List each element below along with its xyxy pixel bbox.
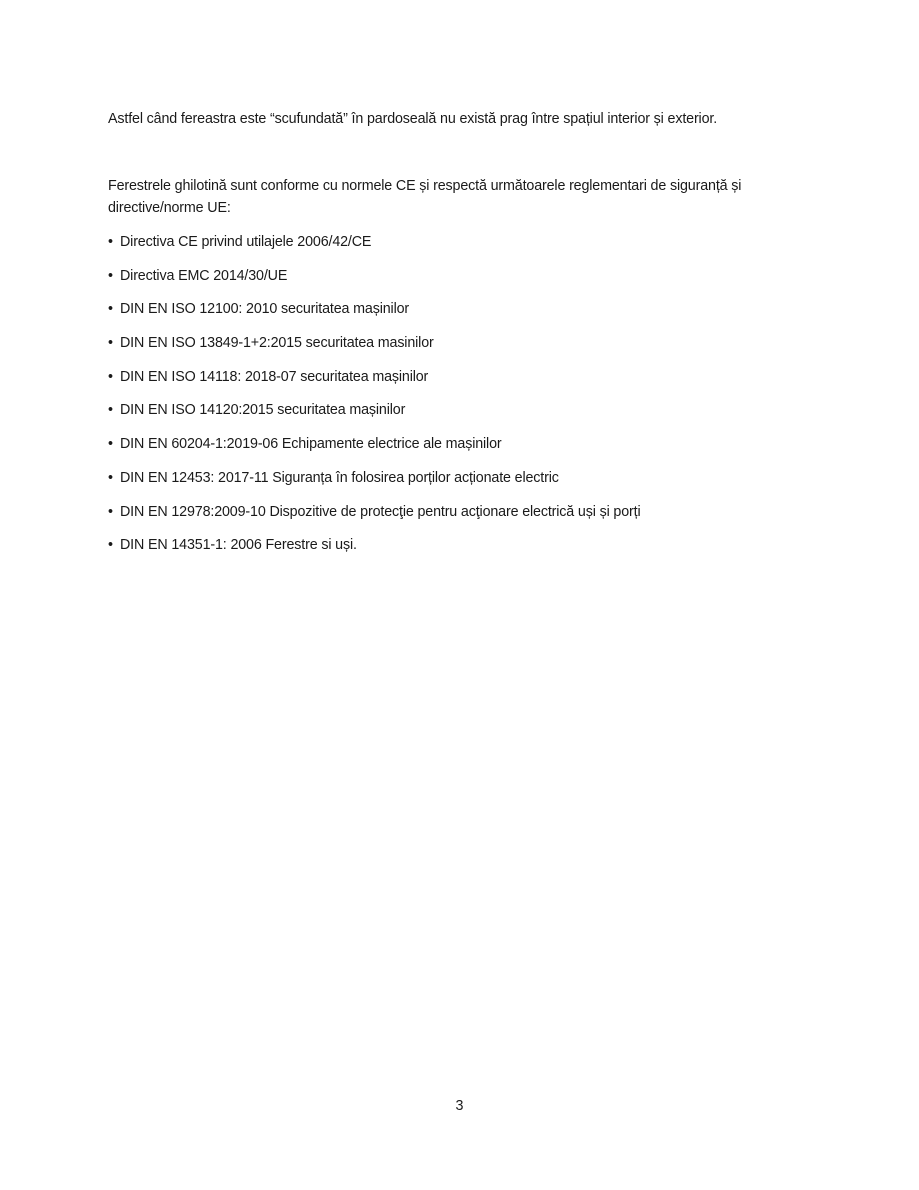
bullet-icon: • [108, 335, 113, 352]
bullet-icon: • [108, 267, 113, 284]
list-item-text: DIN EN 12453: 2017-11 Siguranța în folosirea porților acționate electric [120, 469, 559, 486]
list-item-text: DIN EN 14351-1: 2006 Ferestre si uși. [120, 537, 357, 554]
paragraph-compliance-intro: Ferestrele ghilotină sunt conforme cu normele CE și respectă următoarele reglementari de siguranță și directive/norme UE: [108, 178, 742, 216]
list-item-text: DIN EN ISO 13849-1+2:2015 securitatea masinilor [120, 335, 434, 352]
bullet-icon: • [108, 234, 113, 250]
list-item [108, 534, 641, 568]
bullet-icon: • [108, 368, 113, 385]
paragraph-threshold: Astfel când fereastra este “scufundată” în pardoseală nu există prag între spațiul interior și exterior. [108, 111, 718, 127]
bullet-icon: • [108, 537, 113, 554]
list-item-text: DIN EN ISO 12100: 2010 securitatea mașinilor [120, 301, 410, 318]
list-item-text: DIN EN ISO 14118: 2018-07 securitatea mașinilor [120, 368, 429, 385]
page-number: 3 [455, 1098, 464, 1114]
list-item [108, 265, 641, 299]
list-item [108, 298, 641, 332]
list-item [108, 433, 641, 467]
list-item-text: Directiva CE privind utilajele 2006/42/CE [120, 234, 372, 250]
list-item-text: DIN EN ISO 14120:2015 securitatea mașinilor [120, 402, 406, 419]
bullet-icon: • [108, 402, 113, 419]
bullet-icon: • [108, 469, 113, 486]
list-item [108, 332, 641, 366]
list-item [108, 231, 641, 265]
list-item [108, 501, 641, 535]
list-item-text: Directiva EMC 2014/30/UE [120, 267, 288, 284]
bullet-icon: • [108, 301, 113, 318]
list-item-text: DIN EN 60204-1:2019-06 Echipamente electrice ale mașinilor [120, 436, 502, 453]
standards-list [108, 231, 641, 568]
list-item [108, 399, 641, 433]
list-item-text: DIN EN 12978:2009-10 Dispozitive de protecţie pentru acţionare electrică uși și porți [120, 503, 641, 520]
bullet-icon: • [108, 436, 113, 453]
list-item [108, 366, 641, 400]
bullet-icon: • [108, 503, 113, 520]
list-item [108, 467, 641, 501]
